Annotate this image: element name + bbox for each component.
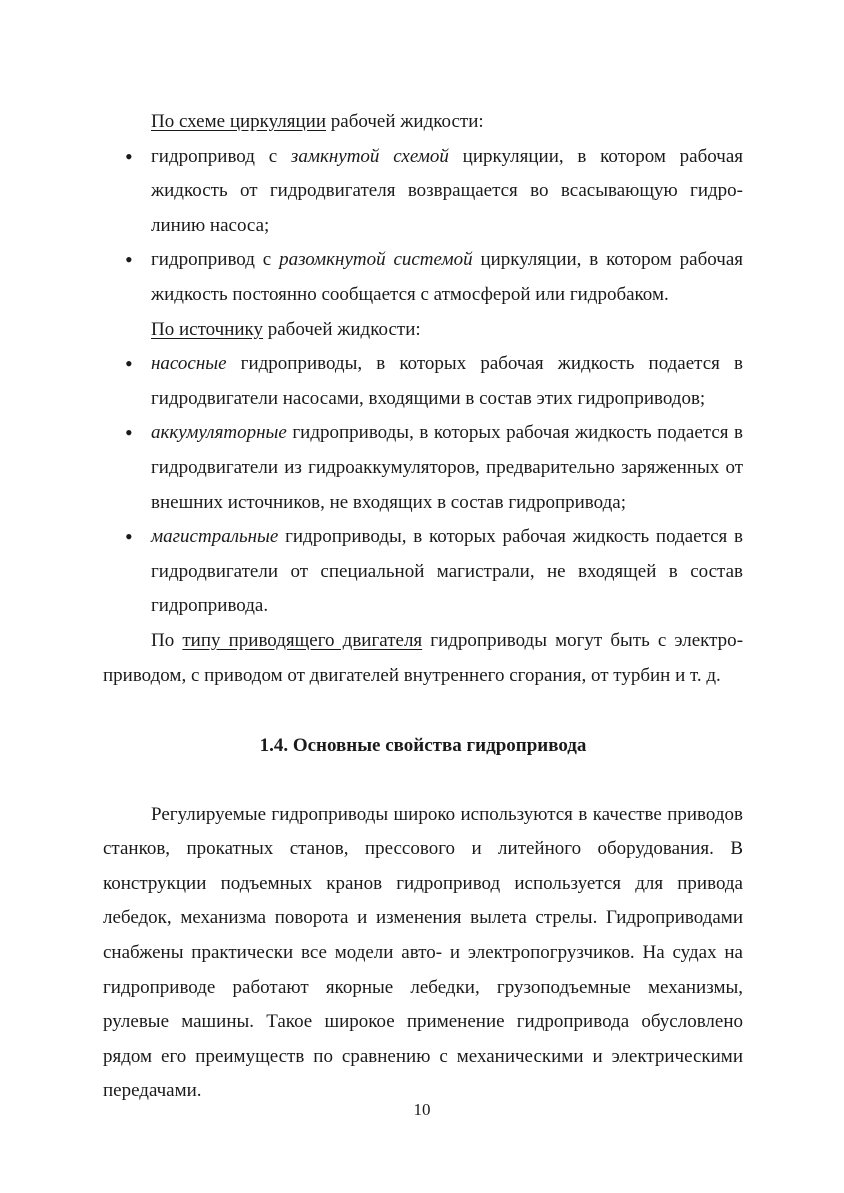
source-list bbox=[103, 347, 743, 624]
engine-text-underlined: типу приводящего двигателя bbox=[182, 629, 423, 651]
list-item bbox=[103, 140, 743, 244]
item-text: гидроприводы, в которых рабочая жидкость подается в гидродвигатели из гидроаккумуляторов, предварительно заряженных от внешних источников, не входящих в состав гидропривода; bbox=[151, 422, 743, 513]
list-item bbox=[103, 416, 743, 520]
circulation-list bbox=[103, 140, 743, 313]
source-heading bbox=[151, 313, 743, 348]
circulation-heading-rest: рабочей жидкости: bbox=[326, 111, 484, 132]
item-text: гидроприводы, в которых рабочая жидкость подается в гидродвигатели насосами, входящими в состав этих гидроприводов; bbox=[151, 353, 743, 409]
engine-paragraph bbox=[103, 624, 743, 693]
item-text: гидроприводы, в которых рабочая жидкость подается в гидродвигатели от специальной магистрали, не входящей в состав гидропривода. bbox=[151, 526, 743, 617]
item-emphasis: разомкнутой системой bbox=[279, 249, 473, 271]
list-item bbox=[103, 243, 743, 312]
circulation-heading-underlined: По схеме циркуляции bbox=[151, 111, 327, 132]
list-item bbox=[103, 347, 743, 416]
item-emphasis: замкнутой схемой bbox=[290, 145, 449, 167]
source-heading-rest: рабочей жидкости: bbox=[263, 318, 421, 340]
section-title: 1.4. Основные свойства гидропривода bbox=[259, 735, 587, 757]
list-item bbox=[103, 520, 743, 624]
item-emphasis: аккумуляторные bbox=[151, 422, 287, 444]
page-number: 10 bbox=[413, 1100, 431, 1119]
section-paragraph: Регулируемые гидроприводы широко используются в качестве приводов станков, прокатных станов, прессового и литейного оборудования. В конструкции подъемных кранов гидропривод используется для привода лебедок, механизма поворота и изменения вылета стрелы. Гидроприводами снабжены практически все модели авто- и электропогрузчиков. На судах на гидроприводе работают якорные лебедки, грузоподъемные механизмы, рулевые машины. Такое широкое применение гидропривода обусловлено рядом его преимуществ по сравнению с механическими и электрическими передачами. bbox=[103, 803, 743, 1102]
item-text: гидропривод с bbox=[151, 145, 291, 167]
engine-text-pre: По bbox=[151, 629, 183, 651]
item-emphasis: насосные bbox=[151, 353, 227, 375]
item-text: циркуляции, в котором рабочая жидкость от гидродвигателя возвращается во всасывающую гидролинию насоса; bbox=[151, 145, 743, 236]
item-emphasis: магистральные bbox=[151, 526, 279, 548]
page-body bbox=[103, 105, 743, 1109]
item-text: циркуляции, в котором рабочая жидкость постоянно сообщается с атмосферой или гидробаком. bbox=[151, 249, 743, 305]
circulation-heading bbox=[151, 105, 743, 140]
item-text: гидропривод с bbox=[151, 249, 280, 271]
source-heading-underlined: По источнику bbox=[151, 318, 263, 340]
engine-text-post: гидроприводы могут быть с электроприводом, с приводом от двигателей внутреннего сгорания, от турбин и т. д. bbox=[103, 629, 744, 686]
